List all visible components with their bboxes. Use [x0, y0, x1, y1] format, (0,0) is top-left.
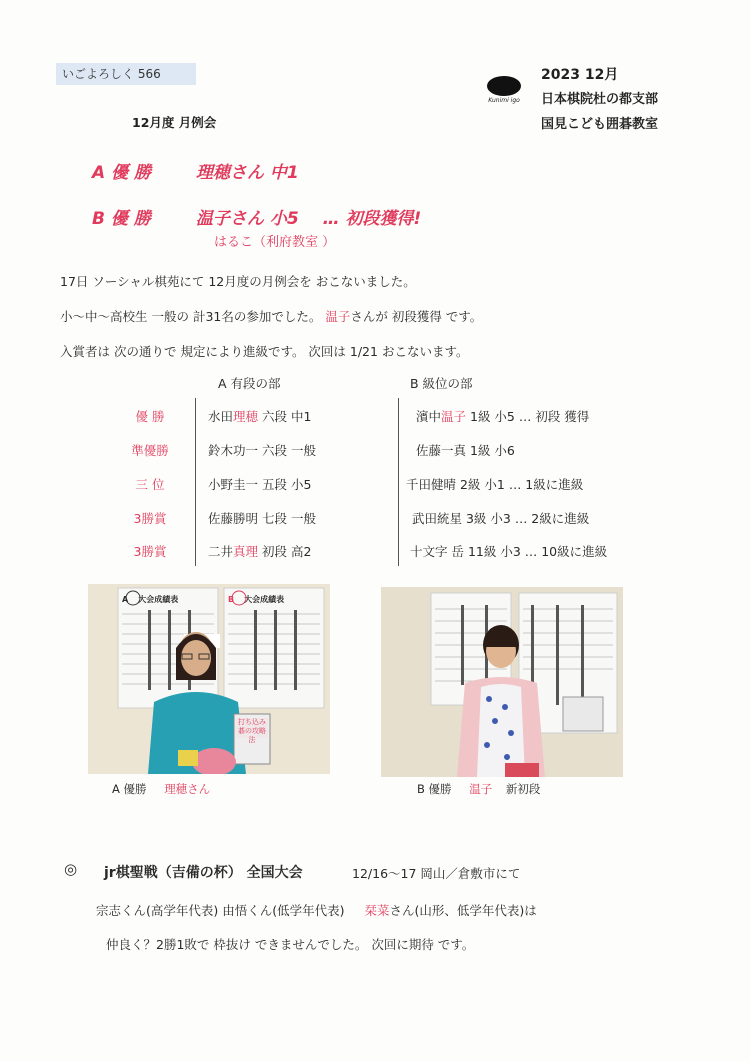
report-line-2-name: 温子: [325, 309, 351, 324]
issue-date: 2023 12月: [541, 67, 619, 83]
winner-a-name: 理穂さん 中1: [195, 163, 299, 183]
national-title: jr棋聖戦（吉備の杯） 全国大会: [104, 865, 303, 881]
photo-winner-a-illustration: [88, 584, 330, 774]
winner-b-name: 温子さん 小5: [195, 209, 299, 229]
photo-winner-b-illustration: [381, 587, 623, 777]
rank-label: 3勝賞: [133, 544, 167, 559]
photo-winner-a: [88, 584, 330, 774]
winner-a: [92, 158, 299, 183]
results-col-b-title: B 級位の部: [410, 376, 473, 391]
rank-label: 三 位: [135, 477, 165, 492]
report-line-2: [60, 307, 482, 325]
winner-b-reading: はるこ（利府教室 ）: [214, 235, 336, 250]
result-a: 二井真理 初段 高2: [208, 544, 312, 559]
report-line-2-a: 小～中～高校生 一般の 計31名の参加でした。: [60, 309, 322, 324]
go-stone-icon: [487, 76, 521, 96]
result-b: 千田健晴 2級 小1 … 1級に進級: [406, 477, 584, 492]
rank-label: 優 勝: [135, 409, 165, 424]
newsletter-tag: いごよろしく 566: [56, 63, 196, 85]
table-divider-right: [398, 398, 399, 566]
photo-caption-a: A 優勝 理穂さん: [112, 782, 211, 796]
winner-b: [92, 204, 421, 229]
org-name: 日本棋院杜の都支部: [541, 92, 659, 107]
national-when-where: 12/16～17 岡山／倉敷市にて: [352, 866, 521, 881]
org-classroom: 国見こども囲碁教室: [541, 117, 659, 132]
photo-caption-b: B 優勝 温子 新初段: [417, 782, 541, 796]
rank-label: 3勝賞: [133, 511, 167, 526]
result-b: 佐藤一真 1級 小6: [416, 443, 515, 458]
result-a: 佐藤勝明 七段 一般: [208, 511, 316, 526]
result-b: 十文字 岳 11級 小3 … 10級に進級: [410, 544, 608, 559]
national-line-2: 仲良く？2勝1敗で 枠抜け できませんでした。 次回に期待 です。: [106, 937, 475, 952]
board-a-label: A 大会成績表: [122, 595, 179, 604]
winner-a-label: A 優 勝: [92, 163, 151, 183]
logo-caption: Kunimi igo: [488, 97, 520, 104]
report-line-1: 17日 ソーシャル棋苑にて 12月度の月例会を おこないました。: [60, 274, 416, 289]
result-b: 武田統星 3級 小3 … 2級に進級: [412, 511, 590, 526]
table-divider-left: [195, 398, 196, 566]
report-line-2-c: さんが 初段獲得 です。: [350, 309, 483, 324]
winner-b-label: B 優 勝: [92, 209, 151, 229]
winner-b-extra: … 初段獲得!: [322, 209, 422, 229]
book-title: 打ち込み碁の攻略法: [238, 718, 266, 744]
rank-label: 準優勝: [131, 443, 169, 458]
bullet-icon: ◎: [64, 860, 78, 878]
meeting-title: 12月度 月例会: [132, 115, 217, 130]
result-a: 小野圭一 五段 小5: [208, 477, 312, 492]
result-a: 水田理穂 六段 中1: [208, 409, 312, 424]
club-logo: [486, 76, 522, 106]
board-b-label: B 大会成績表: [228, 595, 285, 604]
result-b: 濱中温子 1級 小5 … 初段 獲得: [416, 409, 590, 424]
result-a: 鈴木功一 六段 一般: [208, 443, 316, 458]
national-line-1: 宗志くん(高学年代表) 由悟くん(低学年代表) 栞菜さん(山形、低学年代表)は: [96, 903, 537, 918]
photo-winner-b: [381, 587, 623, 777]
results-col-a-title: A 有段の部: [218, 376, 281, 391]
report-line-3: 入賞者は 次の通りで 規定により進級です。 次回は 1/21 おこないます。: [60, 344, 469, 359]
